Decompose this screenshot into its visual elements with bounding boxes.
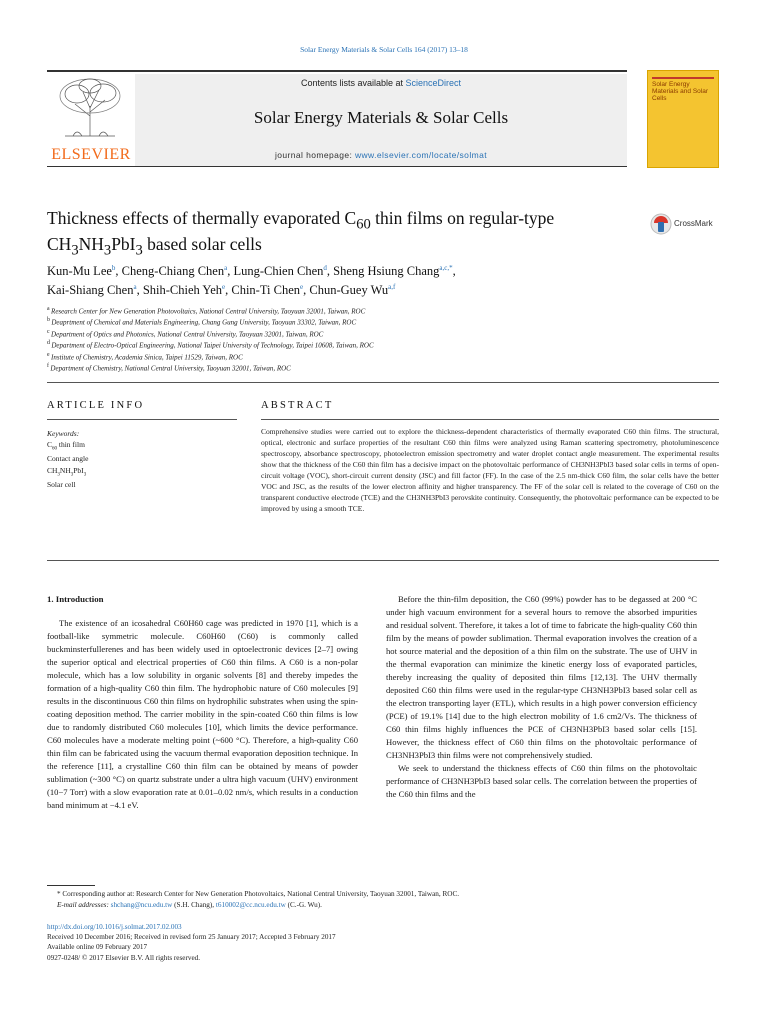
title-subscript: 3 [135,242,143,259]
keyword-item: Contact angle [47,454,89,464]
article-info-heading: ARTICLE INFO [47,400,145,411]
tree-icon [55,76,125,138]
received-dates: Received 10 December 2016; Received in revised form 25 January 2017; Accepted 3 February 2017 [47,933,336,942]
contents-line [135,78,627,88]
email-link[interactable]: t610002@cc.ncu.edu.tw [215,900,286,909]
abstract-heading: ABSTRACT [261,400,334,411]
author-name[interactable]: Shih-Chieh Yeh [142,282,222,297]
affiliation-text: Research Center for New Generation Photovoltaics, National Central University, Taoyuan 32001, Taiwan, ROC [51,307,366,316]
affiliation-key: e [47,351,52,358]
corresponding-author-note: * Corresponding author at: Research Center for New Generation Photovoltaics, National Central University, Taoyuan 32001, Taiwan, ROC. [57,890,460,898]
keyword-item: $C_{60}$ thin film [47,440,85,452]
affiliation-item [47,362,707,373]
affiliation-item [47,328,707,339]
intro-heading: 1. Introduction [47,594,104,604]
author-affiliation-marker[interactable]: a [133,282,137,291]
cover-title: Solar Energy Materials and Solar Cells [652,81,708,103]
citation-line[interactable]: Solar Energy Materials & Solar Cells 164 (2017) 13–18 [300,45,468,54]
author-affiliation-marker[interactable]: b [111,263,116,272]
email-owner: (S.H. Chang), [172,900,216,909]
author-affiliation-marker[interactable]: a,c,* [439,263,453,272]
title-subscript: 3 [103,242,112,259]
affiliation-key: f [47,363,51,370]
author-name[interactable]: Kai-Shiang Chen [47,282,134,297]
author-name[interactable]: Kun-Mu Lee [47,264,112,278]
affiliation-item [47,305,707,316]
journal-cover[interactable] [647,70,719,168]
author-affiliation-marker[interactable]: e [300,282,304,291]
author-name[interactable]: Chin-Ti Chen [231,282,301,297]
available-online: Available online 09 February 2017 [47,943,148,952]
author-name[interactable]: Lung-Chien Chen [233,264,324,278]
affiliation-key: d [47,340,52,347]
affiliation-item [47,351,707,362]
article-info-rule [47,419,237,420]
email-owner: (C.-G. Wu). [285,900,322,909]
abstract-text: Comprehensive studies were carried out to explore the thickness-dependent characteristics of thermally evaporated C60 thin films. The structural, optical, electronic and surface properties of the resultant C60 thin films were analyzed using Raman scattering spectrometry, photoluminescence spectroscopy, absorbance spectroscopy, photoelectron emission spectrometry and water droplet contact angle measurement. The experimental results show that the thickness of the C60 thin film has a decisive impact on the photovoltaic performance of CH3NH3PbI3 based solar cells in terms of open-circuit voltage (VOC), short-circuit current density (JSC) and fill factor (FF). In the case of the 2.5 nm-thick C60 film, the solar cells have the better VOC and JSC, as the results of the lower electron affinity and higher transparency. The FF of the solar cell is related to the coverage of C60 on the transparent conductive electrode (TCE) and the CH3NH3PbI3 perovskite continuity. Consequently, the photovoltaic performance can be expected to be improved by using a smooth TCE. [261,427,719,514]
body-paragraph: We seek to understand the thickness effects of C60 thin films on the photovoltaic performance of CH3NH3PbI3 based solar cells. The correlation between the properties of the C60 thin films and the [386,762,697,799]
title-text: Thickness effects of thermally evaporated C [47,208,357,228]
body-paragraph: Before the thin-film deposition, the C60 (99%) powder has to be degassed at 200 °C under high vacuum environment for a several hours to remove the absorbed impurities and residual solvent. Therefore, it takes a lot of time to fabricate the high-quality C60 thin film by the means of powder sublimation. Thermal evaporation involves the creation of a hot source material and the deposition of a thin film on the substrate. The use of UHV in the thermal evaporation can minimize the kinetic energy loss of evaporated particles, thereby increasing the quality of deposited thin films [12,13]. The UHV thermally deposited C60 thin films were used in the regular-type CH3NH3PbI3 based solar cell as the electron transporting layer (ETL), which results in a high power conversion efficiency (PCE) of 19.1% [14] due to the high electron mobility of 1.6 cm2/Vs. The thickness of C60 thin films highly influences the PCE of CH3NH3PbI3 based solar cells [15]. However, the thickness effect of C60 thin films on the photovoltaic performance of CH3NH3PbI3 thin films were not comprehensively studied. [386,594,697,760]
title-text: thin films on regular-type CH [47,208,555,254]
journal-name: Solar Energy Materials & Solar Cells [253,108,509,127]
author-name[interactable]: Cheng-Chiang Chen [121,264,225,278]
keyword-item: Solar cell [47,479,76,489]
title-text: NH [78,233,104,254]
email-label: E-mail addresses: [57,900,109,909]
doi-link[interactable]: http://dx.doi.org/10.1016/j.solmat.2017.02.003 [47,923,182,931]
crossmark-badge[interactable] [650,213,730,237]
crossmark-label: CrossMark [674,219,713,228]
affiliation-text: Deaprtment of Chemical and Materials Engineering, Chang Gung University, Taoyuan 33302, Taiwan, ROC [51,318,357,327]
affiliation-list [47,305,707,374]
email-note [47,900,707,911]
title-text: PbI [111,233,136,254]
affiliation-text: Department of Electro-Optical Engineering, National Taipei University of Technology, Taipei 10608, Taiwan, ROC [51,341,374,350]
author-affiliation-marker[interactable]: e [222,282,226,291]
homepage-link[interactable]: www.elsevier.com/locate/solmat [354,150,487,160]
title-subscript: 60 [356,216,371,233]
body-column-left [47,593,358,812]
masthead-rule-bottom [47,166,627,167]
abstract-rule [261,419,719,420]
affiliation-text: Department of Optics and Photonics, National Central University, Taoyuan 32001, Taiwan, ROC [51,330,324,339]
keywords-block [47,428,197,490]
affiliation-key: c [47,328,52,335]
author-affiliation-marker[interactable]: a,f [388,282,396,291]
publication-info [47,922,707,963]
footnote-rule [47,885,95,886]
publisher-wordmark: ELSEVIER [51,146,131,163]
sciencedirect-link[interactable]: ScienceDirect [405,78,462,88]
author-name[interactable]: Chun-Guey Wu [309,282,389,297]
affiliation-text: Institute of Chemistry, Academia Sinica, Taipei 11529, Taiwan, ROC [51,353,243,362]
affiliation-key: a [47,306,52,312]
footnotes [47,889,707,911]
crossmark-icon [650,213,672,237]
affiliation-item [47,339,707,350]
author-name[interactable]: Sheng Hsiung Chang [333,264,440,278]
affiliation-text: Department of Chemistry, National Central University, Taoyuan 32001, Taiwan, ROC [50,364,291,373]
affiliation-key: b [47,317,52,324]
contents-prefix: Contents lists available at [300,78,406,88]
author-affiliation-marker[interactable]: a [224,263,228,272]
intro-paragraph: The existence of an icosahedral C60H60 cage was predicted in 1970 [1], which is a football-like symmetric molecule. C60H60 (C60) is commonly called buckminsterfullerenes and has been widely used in optoelectronic devices [2–7] owing the superior optical and electrical properties of C60 thin films. A C60 is a non-polar molecule, which has a low solubility in organic solvents [8] and thereby impedes the formation of a high-quality C60 thin film. The hydrophobic nature of C60 molecules [9] results in the discontinuous C60 thin films on hydrophilic substrates when using the spin-coating deposition method. The carrier mobility in the spin-coated C60 thin films is low due to randomly distributed C60 molecules [10], which limits the device performance. C60 molecules have a moderate melting point (~600 °C). Therefore, a high-quality C60 thin film can be fabricated using the vacuum thermal evaporation deposition technique. In the reference [11], a crystalline C60 thin film can be obtained by means of powder sublimation (~300 °C) on quartz substrate under a ultra high vacuum (UHV) environment (10−7 Torr) with a slow evaporation rate at 0.01–0.02 nm/s, which results in a conduction band minimum at −4.1 eV. [47,618,358,810]
homepage-prefix: journal homepage: [275,150,355,160]
article-title [47,208,617,259]
homepage-line [135,150,627,160]
keyword-item: $CH_3NH_3PbI_3$ [47,465,87,477]
email-link[interactable]: shchang@ncu.edu.tw [110,900,173,909]
keywords-label: Keywords: [47,429,80,438]
title-subscript: 3 [71,242,79,259]
divider-upper [47,382,719,383]
author-affiliation-marker[interactable]: d [323,263,327,272]
title-text: based solar cells [142,233,262,254]
cover-accent-bar [652,77,714,79]
copyright: 0927-0248/ © 2017 Elsevier B.V. All rights reserved. [47,953,201,962]
masthead-rule-top [47,70,627,72]
body-column-right [386,593,697,801]
author-list: Kun-Mu Lee$^b$, Cheng-Chiang Chen$^a$, Lung-Chien Chen$^d$, Sheng Hsiung Chang$^{a,c,*}$, Kai-Shiang Chen$^a$, Shih-Chieh Yeh$^e$, Chin-Ti Chen$^e$, Chun-Guey Wu$^{a,f}$ [47,263,456,297]
divider-lower [47,560,719,561]
elsevier-logo[interactable] [47,76,131,162]
affiliation-item [47,316,707,327]
